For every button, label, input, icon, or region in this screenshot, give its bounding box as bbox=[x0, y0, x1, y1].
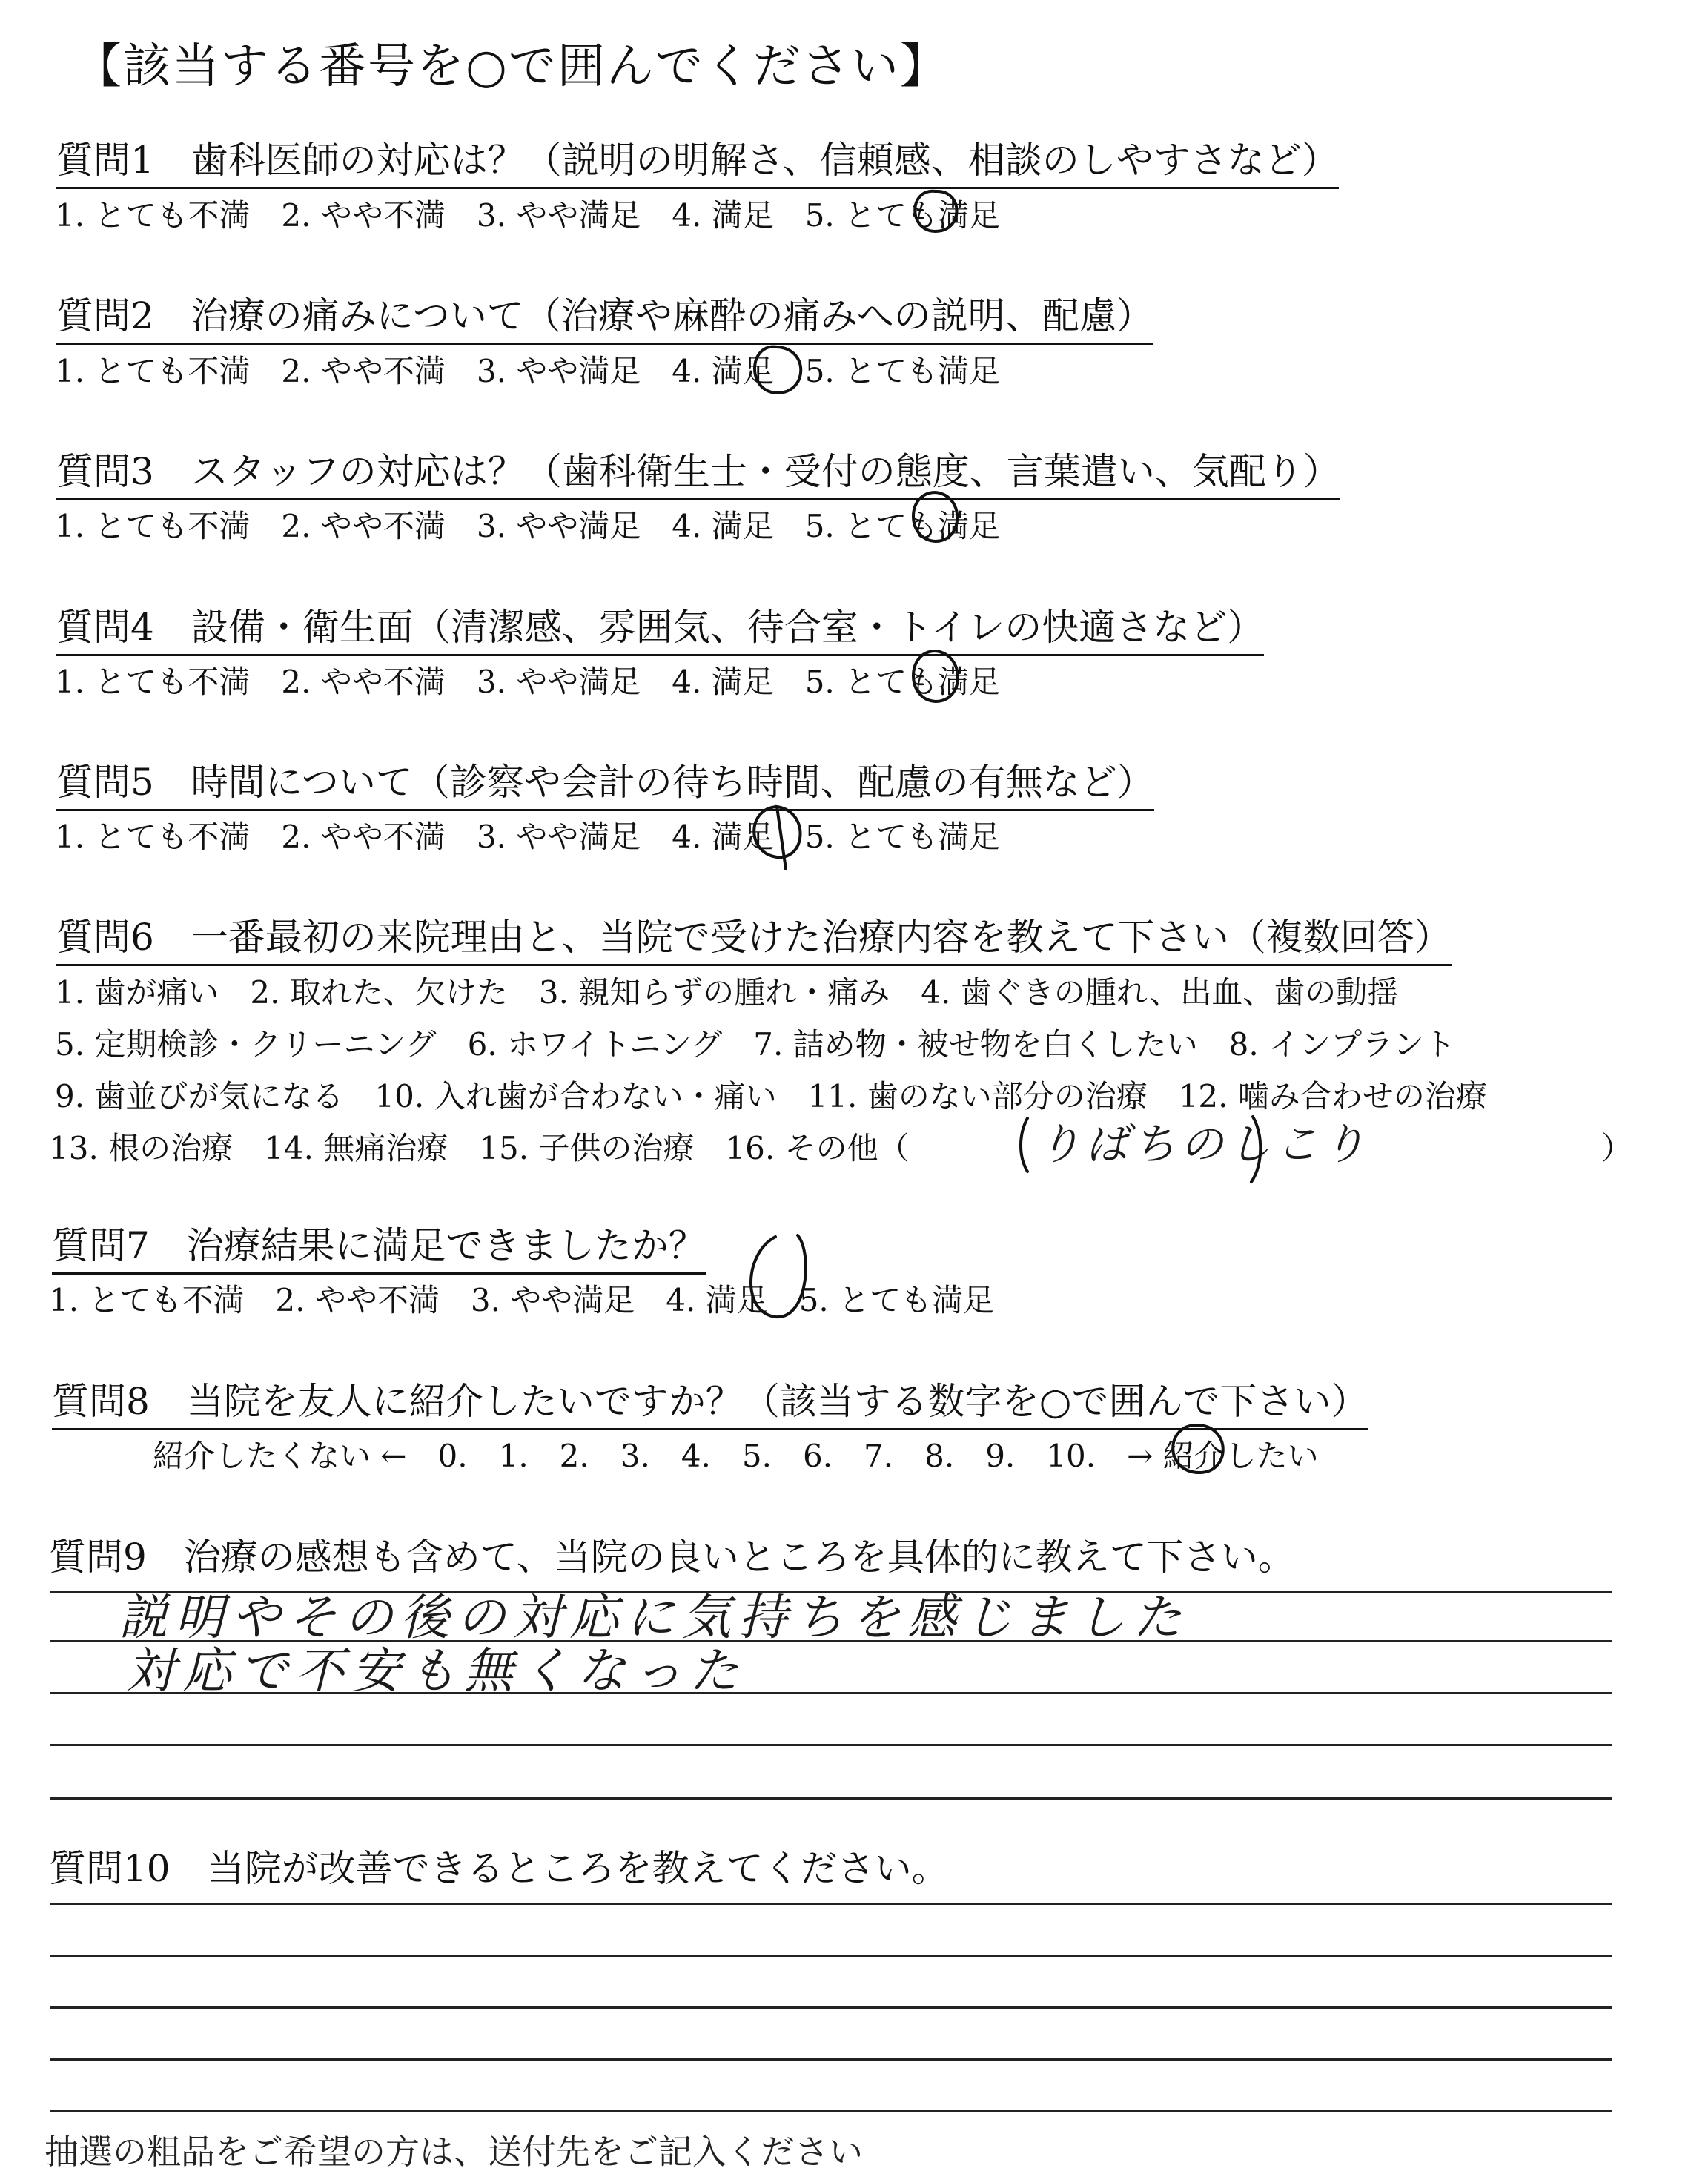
question-8-scale[interactable]: 紹介したくない ← 0. 1. 2. 3. 4. 5. 6. 7. 8. 9. 10. → 紹介したい bbox=[153, 1438, 1319, 1474]
question-1-options[interactable]: 1. とても不満 2. やや不満 3. やや満足 4. 満足 5. とても満足 bbox=[55, 197, 1001, 234]
answer-line bbox=[50, 1744, 1612, 1746]
question-6-options-line-2[interactable]: 5. 定期検診・クリーニング 6. ホワイトニング 7. 詰め物・被せ物を白くしたい 8. インプラント bbox=[55, 1026, 1456, 1063]
question-5-options[interactable]: 1. とても不満 2. やや不満 3. やや満足 4. 満足 5. とても満足 bbox=[55, 819, 1001, 855]
question-10-heading: 質問10 当院が改善できるところを教えてください。 bbox=[49, 1847, 949, 1890]
answer-line bbox=[50, 2006, 1612, 2009]
question-6-other-handwriting: りばちのしこり bbox=[1038, 1119, 1371, 1169]
question-2-heading: 質問2 治療の痛みについて（治療や麻酔の痛みへの説明、配慮） bbox=[56, 286, 1153, 345]
page-title: 【該当する番号を○で囲んでください】 bbox=[74, 39, 949, 94]
question-3-options[interactable]: 1. とても不満 2. やや不満 3. やや満足 4. 満足 5. とても満足 bbox=[55, 508, 1001, 544]
question-6-options-line-3[interactable]: 9. 歯並びが気になる 10. 入れ歯が合わない・痛い 11. 歯のない部分の治療 12. 噛み合わせの治療 bbox=[55, 1078, 1487, 1114]
question-9-answer-line-1: 説明やその後の対応に気持ちを感じました bbox=[119, 1589, 1189, 1646]
question-6-options-line-4[interactable]: 13. 根の治療 14. 無痛治療 15. 子供の治療 16. その他（ bbox=[49, 1130, 910, 1166]
q6-other-paren-open bbox=[1021, 1118, 1027, 1172]
question-6-other-close-paren: ） bbox=[1601, 1130, 1633, 1166]
question-6-heading: 質問6 一番最初の来院理由と、当院で受けた治療内容を教えて下さい（複数回答） bbox=[56, 908, 1452, 966]
question-9-answer-line-2: 対応で不安も無くなった bbox=[126, 1642, 746, 1699]
footer-note: 抽選の粗品をご希望の方は、送付先をご記入ください bbox=[44, 2132, 863, 2172]
question-1-heading: 質問1 歯科医師の対応は？（説明の明解さ、信頼感、相談のしやすさなど） bbox=[56, 130, 1339, 189]
question-4-heading: 質問4 設備・衛生面（清潔感、雰囲気、待合室・トイレの快適さなど） bbox=[56, 598, 1264, 656]
answer-line bbox=[50, 1797, 1612, 1800]
answer-line bbox=[50, 2058, 1612, 2061]
answer-line bbox=[50, 1903, 1612, 1905]
question-6-options-line-1[interactable]: 1. 歯が痛い 2. 取れた、欠けた 3. 親知らずの腫れ・痛み 4. 歯ぐきの腫れ、出血、歯の動揺 bbox=[55, 974, 1399, 1011]
answer-line bbox=[50, 2110, 1612, 2112]
question-9-heading: 質問9 治療の感想も含めて、当院の良いところを具体的に教えて下さい。 bbox=[49, 1536, 1295, 1579]
answer-line bbox=[50, 1955, 1612, 1957]
question-8-heading: 質問8 当院を友人に紹介したいですか？（該当する数字を○で囲んで下さい） bbox=[52, 1372, 1368, 1430]
question-4-options[interactable]: 1. とても不満 2. やや不満 3. やや満足 4. 満足 5. とても満足 bbox=[55, 664, 1001, 700]
question-7-heading: 質問7 治療結果に満足できましたか？ bbox=[52, 1216, 706, 1275]
question-3-heading: 質問3 スタッフの対応は？（歯科衛生士・受付の態度、言葉遣い、気配り） bbox=[56, 442, 1340, 500]
question-2-options[interactable]: 1. とても不満 2. やや不満 3. やや満足 4. 満足 5. とても満足 bbox=[55, 353, 1001, 389]
question-5-heading: 質問5 時間について（診察や会計の待ち時間、配慮の有無など） bbox=[56, 753, 1154, 811]
question-7-options[interactable]: 1. とても不満 2. やや不満 3. やや満足 4. 満足 5. とても満足 bbox=[49, 1282, 995, 1318]
